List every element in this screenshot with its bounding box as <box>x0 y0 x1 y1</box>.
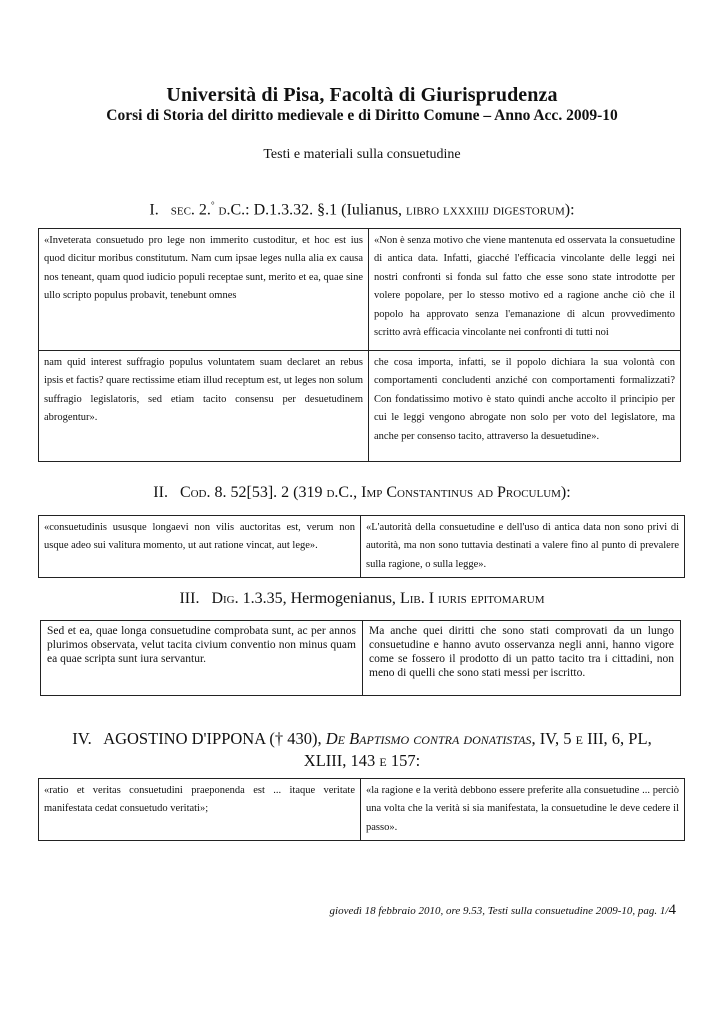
section-number: II. <box>153 484 168 501</box>
table-row <box>39 351 681 462</box>
document-title: Testi e materiali sulla consuetudine <box>263 147 461 162</box>
italian-text: che cosa importa, infatti, se il popolo dichiara la sua volontà con comportamenti concludenti anziché con comportamenti formalizzati? Con fondatissimo motivo è stato quindi anche accolto il principio per cui le leggi vengono abrogate non solo per voto del legislatore, ma anche per consenso tacito, attraverso la desuetudine». <box>369 351 681 462</box>
latin-text: «consuetudinis ususque longaevi non vilis auctoritas est, verum non usque adeo sui valitura momento, ut aut ratione vincat, aut lege». <box>39 516 361 578</box>
heading-part: d.C. <box>326 484 354 501</box>
heading-part: : D.1.3.32. §.1 (Iulianus, <box>245 201 407 219</box>
heading-part: e <box>379 751 387 770</box>
section-number: IV. <box>72 729 92 748</box>
italian-text: «L'autorità della consuetudine e dell'uso di antica data non sono privi di autorità, ma non sono tuttavia destinati a valere fino al punto di prevalere sulla ragione, o sulla legge». <box>361 516 685 578</box>
footer-text: giovedì 18 febbraio 2010, ore 9.53, Testi sulla consuetudine 2009-10, pag. 1/ <box>329 905 669 917</box>
section-number: I. <box>149 201 159 219</box>
total-pages: 4 <box>668 902 676 918</box>
table-row <box>39 779 685 841</box>
section-1-table <box>38 228 681 462</box>
latin-text: «Inveterata consuetudo pro lege non immerito custoditur, et hoc est ius quod dicitur moribus constitutum. Nam cum ipsae leges nulla alia ex causa nos teneant, quam quod iudicio populi receptae sunt, merito et ea, quae sine ullo scripto populus probavit, tenebunt omnes <box>39 229 369 351</box>
section-4-heading <box>0 728 724 772</box>
section-2-table <box>38 515 685 578</box>
heading-part: 1.3.35, Hermogenianus, <box>238 590 400 607</box>
university-title: Università di Pisa, Facoltà di Giurisprudenza <box>166 84 558 106</box>
section-4-table <box>38 778 685 841</box>
page-footer <box>330 902 676 919</box>
heading-part: sec. 2. <box>170 201 211 219</box>
table-row <box>41 621 681 696</box>
heading-part: ): <box>564 201 575 219</box>
heading-part: e <box>575 729 583 748</box>
latin-text: Sed et ea, quae longa consuetudine comprobata sunt, ac per annos plurimos observata, velut tacita civium conventio non minus quam ea quae scripta sunt iura servantur. <box>41 621 363 696</box>
heading-part: , IV, 5 <box>531 729 576 748</box>
section-number: III. <box>179 590 200 607</box>
heading-part: d.C. <box>214 201 246 219</box>
section-3-table <box>40 620 681 696</box>
latin-text: «ratio et veritas consuetudini praeponenda est ... itaque veritate manifestata cedat consuetudo veritati»; <box>39 779 361 841</box>
heading-part: ° <box>210 200 215 210</box>
italian-text: «la ragione e la verità debbono essere preferite alla consuetudine ... perciò una volta che la verità si sia manifestata, la consuetudine le deve cedere il passo». <box>361 779 685 841</box>
course-title: Corsi di Storia del diritto medievale e di Diritto Comune – Anno Acc. 2009-10 <box>106 107 618 124</box>
table-row <box>39 229 681 351</box>
heading-part: ): <box>560 484 571 501</box>
heading-part: AGOSTINO D'IPPONA († 430), <box>103 729 326 748</box>
table-row <box>39 516 685 578</box>
heading-part: III, 6, PL, <box>582 729 652 748</box>
section-1-heading <box>0 194 724 221</box>
heading-part: , <box>353 484 362 501</box>
heading-part: Dig. <box>211 590 239 607</box>
section-2-heading <box>0 482 724 504</box>
heading-part: Cod. <box>179 484 211 501</box>
heading-part: Imp Constantinus ad Proculum <box>361 484 561 501</box>
italian-text: «Non è senza motivo che viene mantenuta ed osservata la consuetudine di antica data. Infatti, giacché l'efficacia vincolante delle leggi nei nostri confronti si fonda sul fatto che esse sono state introdotte per volere popolare, per lo stesso motivo ed a ragione anche ciò che il popolo ha approvato senza l'emanazione di alcun provvedimento scritto avrà efficacia vincolante nei confronti di tutti noi <box>369 229 681 351</box>
italian-text: Ma anche quei diritti che sono stati comprovati da un lungo consuetudine e hanno avuto osservanza negli anni, hanno vigore come se fossero il prodotto di un patto tacito tra i cittadini, non meno di quelli che sono stati messi per iscritto. <box>363 621 681 696</box>
heading-part: 8. 52[53]. 2 (319 <box>210 484 327 501</box>
section-3-heading <box>0 588 724 610</box>
heading-part: XLIII, 143 <box>303 751 380 770</box>
heading-part: 157: <box>386 751 421 770</box>
heading-part: De Baptismo contra donatistas <box>325 729 532 748</box>
heading-part: Lib. I iuris epitomarum <box>399 590 545 607</box>
latin-text: nam quid interest suffragio populus voluntatem suam declaret an rebus ipsis et factis? quare rectissime etiam illud receptum est, ut leges non solum suffragio legislatoris, sed etiam tacito consensu per desuetudinem abrogentur». <box>39 351 369 462</box>
heading-part: libro lxxxiiij digestorum <box>406 201 565 219</box>
